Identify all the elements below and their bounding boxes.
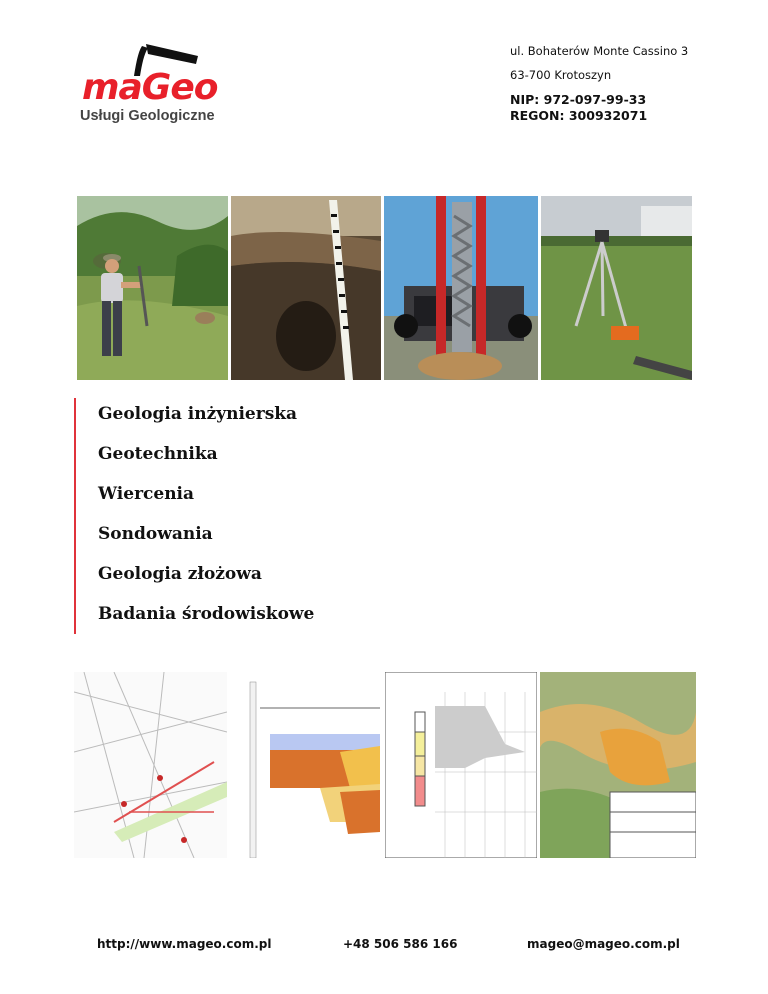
service-engineering-geology: Geologia inżynierska (98, 404, 298, 424)
email-link[interactable]: mageo@mageo.com.pl (527, 937, 680, 951)
photo-strip (77, 196, 692, 380)
photo-soil-excavation (231, 196, 381, 380)
photo-survey-tripod (541, 196, 692, 380)
address-street: ul. Bohaterów Monte Cassino 3 (510, 44, 689, 58)
logo-tagline: Usługi Geologiczne (80, 108, 215, 124)
map-borehole-log (385, 672, 537, 858)
services-list (74, 398, 314, 634)
photo-geologist-auger (77, 196, 228, 380)
nip-number: NIP: 972-097-99-33 (510, 92, 647, 107)
map-site-plan (74, 672, 227, 858)
footer (0, 937, 768, 957)
service-sounding: Sondowania (98, 524, 213, 544)
map-geological (540, 672, 696, 858)
service-environmental-studies: Badania środowiskowe (98, 604, 315, 624)
map-cross-section (230, 672, 380, 858)
photo-drilling-rig (384, 196, 538, 380)
service-drilling: Wiercenia (98, 484, 195, 504)
service-deposit-geology: Geologia złożowa (98, 564, 262, 584)
phone-number[interactable]: +48 506 586 166 (343, 937, 458, 951)
regon-number: REGON: 300932071 (510, 108, 648, 123)
company-address (510, 44, 688, 124)
address-city: 63-700 Krotoszyn (510, 68, 612, 82)
company-logo (78, 42, 268, 122)
website-link[interactable]: http://www.mageo.com.pl (97, 937, 272, 951)
map-strip (74, 672, 696, 858)
logo-wordmark: maGeo (82, 67, 218, 108)
service-geotechnics: Geotechnika (98, 444, 218, 464)
